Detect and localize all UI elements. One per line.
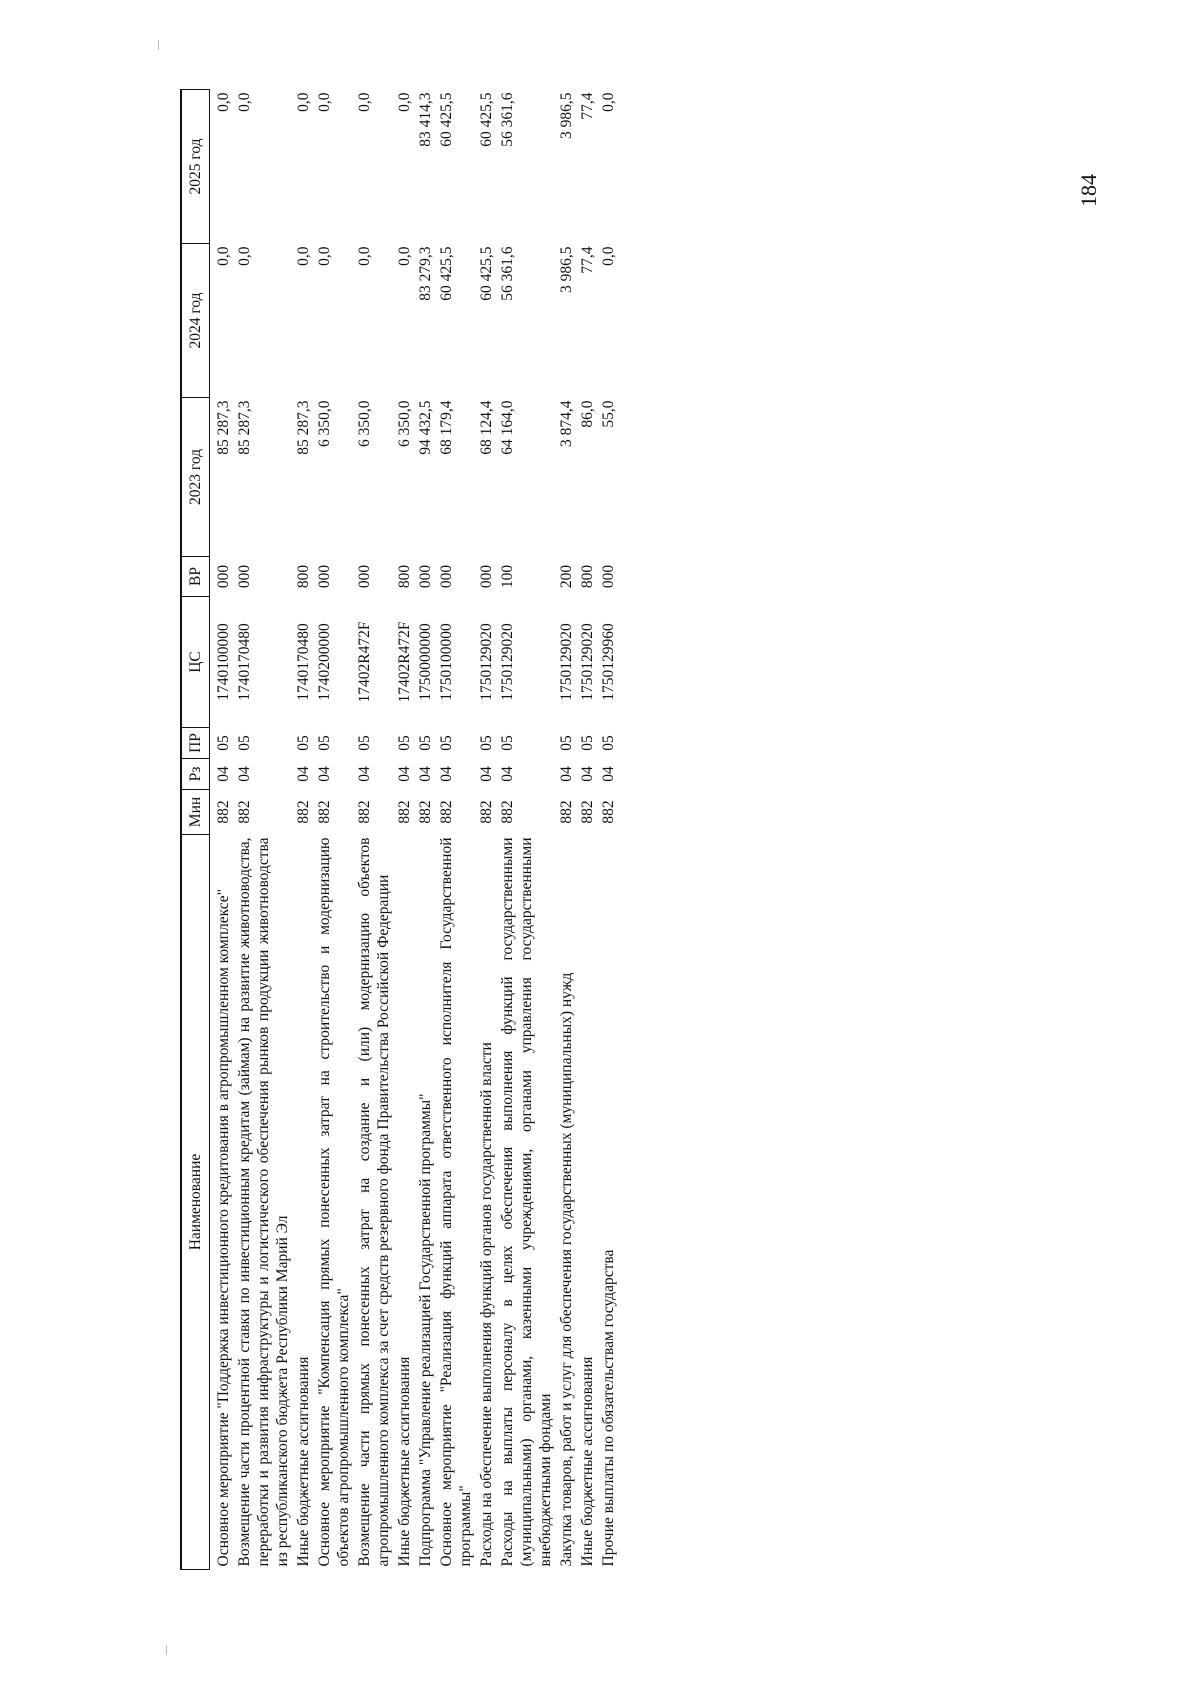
row-2024: 3 986,5 [558, 246, 575, 293]
row-2025: 0,0 [236, 92, 253, 112]
row-vr: 000 [215, 564, 232, 589]
row-rz: 04 [215, 766, 232, 782]
table-row [476, 90, 497, 1570]
row-2025: 0,0 [316, 92, 333, 112]
row-name: Подпрограмма "Управление реализацией Государственной программы" [417, 1093, 434, 1567]
row-rz: 04 [417, 766, 434, 782]
row-name: Иные бюджетные ассигнования [579, 1356, 596, 1567]
budget-table [180, 89, 619, 1570]
row-pr: 05 [478, 735, 495, 751]
row-pr: 05 [417, 735, 434, 751]
header-2023: 2023 год [181, 398, 210, 557]
row-2023: 6 350,0 [356, 400, 373, 447]
row-min: 882 [499, 800, 516, 824]
row-name: Основное мероприятие "Реализация функций аппарата ответственного исполнителя Государственной программы" [438, 837, 474, 1567]
row-rz: 04 [579, 766, 596, 782]
row-rz: 04 [478, 766, 495, 782]
row-2024: 0,0 [215, 246, 232, 266]
row-vr: 800 [295, 564, 312, 589]
row-rz: 04 [558, 766, 575, 782]
row-name: Расходы на выплаты персоналу в целях обеспечения выполнения функций государственными (муниципальными) органами, казенными учреждениями, органами управления государственными внебюджетными фондами [499, 837, 554, 1567]
row-cs: 1750129960 [600, 623, 617, 701]
row-pr: 05 [295, 735, 312, 751]
row-pr: 05 [396, 735, 413, 751]
row-2024: 56 361,6 [499, 246, 516, 301]
header-pr: ПР [181, 728, 210, 759]
row-pr: 05 [600, 735, 617, 751]
row-2025: 0,0 [215, 92, 232, 112]
row-pr: 05 [215, 735, 232, 751]
row-vr: 100 [499, 564, 516, 589]
row-2024: 0,0 [600, 246, 617, 266]
row-name: Иные бюджетные ассигнования [396, 1356, 413, 1567]
row-name: Основное мероприятие "Компенсация прямых понесенных затрат на строительство и модернизацию объектов агропромышленного комплекса" [316, 837, 352, 1567]
row-cs: 1750129020 [499, 623, 516, 701]
row-vr: 000 [356, 564, 373, 589]
row-2023: 85 287,3 [215, 400, 232, 455]
row-cs: 1750000000 [417, 623, 434, 701]
row-2025: 3 986,5 [558, 92, 575, 139]
table-row [436, 90, 476, 1570]
row-pr: 05 [579, 735, 596, 751]
table-row [234, 90, 293, 1570]
row-min: 882 [295, 800, 312, 824]
row-2025: 0,0 [600, 92, 617, 112]
row-2023: 94 432,5 [417, 400, 434, 455]
header-rz: Рз [181, 759, 210, 790]
row-vr: 800 [579, 564, 596, 589]
row-pr: 05 [499, 735, 516, 751]
row-pr: 05 [558, 735, 575, 751]
row-2025: 0,0 [295, 92, 312, 112]
row-2024: 0,0 [316, 246, 333, 266]
row-vr: 000 [478, 564, 495, 589]
row-vr: 000 [417, 564, 434, 589]
row-cs: 1740170480 [295, 623, 312, 701]
row-min: 882 [316, 800, 333, 824]
page-number: 184 [1076, 174, 1101, 207]
row-2025: 83 414,3 [417, 92, 434, 147]
row-2025: 56 361,6 [499, 92, 516, 147]
table-row [598, 90, 619, 1570]
row-2023: 64 164,0 [499, 400, 516, 455]
row-cs: 1740100000 [215, 623, 232, 701]
row-2023: 6 350,0 [316, 400, 333, 447]
row-name: Возмещение части прямых понесенных затрат на создание и (или) модернизацию объектов агропромышленного комплекса за счет средств резервного фонда Правительства Российской Федерации [356, 837, 392, 1567]
row-2023: 85 287,3 [236, 400, 253, 455]
row-name: Расходы на обеспечение выполнения функций органов государственной власти [478, 1042, 495, 1567]
row-vr: 000 [316, 564, 333, 589]
table-row [577, 90, 598, 1570]
row-2024: 77,4 [579, 246, 596, 274]
row-cs: 1750129020 [579, 623, 596, 701]
row-min: 882 [236, 800, 253, 824]
header-min: Мин [181, 790, 210, 835]
row-cs: 1750129020 [478, 623, 495, 701]
row-name: Иные бюджетные ассигнования [295, 1356, 312, 1567]
row-min: 882 [558, 800, 575, 824]
row-rz: 04 [396, 766, 413, 782]
table-row [394, 90, 415, 1570]
row-min: 882 [417, 800, 434, 824]
row-cs: 17402R472F [356, 621, 373, 703]
row-vr: 000 [236, 564, 253, 589]
row-2023: 86,0 [579, 400, 596, 428]
row-rz: 04 [316, 766, 333, 782]
row-2025: 77,4 [579, 92, 596, 120]
row-rz: 04 [499, 766, 516, 782]
row-min: 882 [579, 800, 596, 824]
row-cs: 1740170480 [236, 623, 253, 701]
header-2025: 2025 год [181, 90, 210, 244]
header-vr: ВР [181, 557, 210, 597]
row-2025: 60 425,5 [438, 92, 455, 147]
row-min: 882 [396, 800, 413, 824]
row-2023: 68 124,4 [478, 400, 495, 455]
row-min: 882 [438, 800, 455, 824]
row-rz: 04 [438, 766, 455, 782]
header-2024: 2024 год [181, 244, 210, 398]
header-cs: ЦС [181, 597, 210, 728]
row-min: 882 [215, 800, 232, 824]
row-vr: 800 [396, 564, 413, 589]
row-rz: 04 [356, 766, 373, 782]
table-row [497, 90, 556, 1570]
row-rz: 04 [236, 766, 253, 782]
row-2025: 0,0 [396, 92, 413, 112]
row-2023: 68 179,4 [438, 400, 455, 455]
row-pr: 05 [438, 735, 455, 751]
row-2024: 0,0 [295, 246, 312, 266]
table-row [293, 90, 314, 1570]
table-row [415, 90, 436, 1570]
row-cs: 1750100000 [438, 623, 455, 701]
row-rz: 04 [295, 766, 312, 782]
row-min: 882 [478, 800, 495, 824]
row-2023: 85 287,3 [295, 400, 312, 455]
row-2025: 0,0 [356, 92, 373, 112]
row-2024: 0,0 [356, 246, 373, 266]
row-cs: 17402R472F [396, 621, 413, 703]
table-row [556, 90, 577, 1570]
row-2024: 60 425,5 [478, 246, 495, 301]
header-name: Наименование [181, 835, 210, 1570]
row-min: 882 [356, 800, 373, 824]
row-2023: 6 350,0 [396, 400, 413, 447]
row-2025: 60 425,5 [478, 92, 495, 147]
row-cs: 1750129020 [558, 623, 575, 701]
row-2024: 60 425,5 [438, 246, 455, 301]
row-vr: 000 [438, 564, 455, 589]
row-rz: 04 [600, 766, 617, 782]
row-2023: 3 874,4 [558, 400, 575, 447]
row-2023: 55,0 [600, 400, 617, 428]
table-row [210, 90, 235, 1570]
row-vr: 000 [600, 564, 617, 589]
table-row [354, 90, 394, 1570]
row-2024: 83 279,3 [417, 246, 434, 301]
row-2024: 0,0 [236, 246, 253, 266]
row-2024: 0,0 [396, 246, 413, 266]
row-pr: 05 [356, 735, 373, 751]
row-vr: 200 [558, 564, 575, 589]
row-min: 882 [600, 800, 617, 824]
row-name: Закупка товаров, работ и услуг для обеспечения государственных (муниципальных) нужд [558, 972, 575, 1567]
row-pr: 05 [236, 735, 253, 751]
row-pr: 05 [316, 735, 333, 751]
table-header-row [181, 90, 210, 1570]
table-row [314, 90, 354, 1570]
row-name: Прочие выплаты по обязательствам государства [600, 1249, 617, 1567]
row-cs: 1740200000 [316, 623, 333, 701]
row-name: Основное мероприятие "Поддержка инвестиционного кредитования в агропромышленном комплексе" [215, 888, 232, 1567]
row-name: Возмещение части процентной ставки по инвестиционным кредитам (займам) на развитие животноводства, переработки и развития инфраструктуры и логистического обеспечения рынков продукции животноводства из республиканского бюджета Республики Марий Эл [236, 837, 291, 1567]
